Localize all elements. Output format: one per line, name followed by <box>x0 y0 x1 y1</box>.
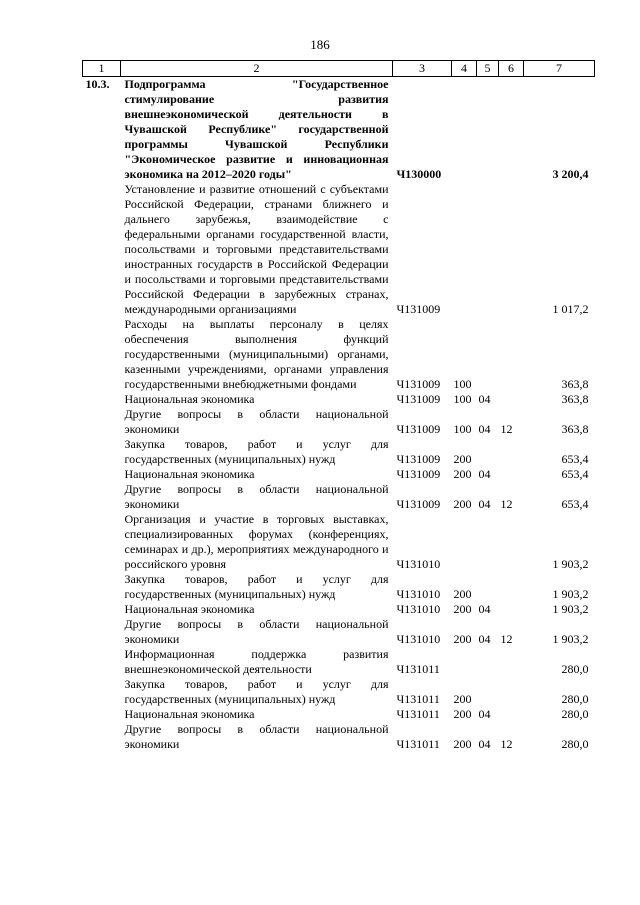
row-amount: 653,4 <box>561 452 589 466</box>
row-amount: 280,0 <box>561 707 589 721</box>
row-code: Ч131009 <box>396 422 441 436</box>
row-subsection <box>499 677 524 707</box>
row-amount: 280,0 <box>561 692 589 706</box>
page-number: 186 <box>310 37 330 52</box>
row-expense-type <box>452 647 477 677</box>
row-expense-type: 200 <box>453 497 472 511</box>
row-code: Ч131010 <box>396 587 441 601</box>
row-description: Национальная экономика <box>124 602 255 616</box>
table-body <box>83 77 595 753</box>
row-amount: 1 903,2 <box>552 602 589 616</box>
row-expense-type: 200 <box>453 692 472 706</box>
row-expense-type <box>452 77 477 183</box>
budget-table <box>82 60 595 752</box>
table-header <box>83 61 595 77</box>
row-code: Ч131009 <box>396 392 441 406</box>
row-description: Закупка товаров, работ и услуг для государственных (муниципальных) нужд <box>124 572 389 601</box>
row-description: Закупка товаров, работ и услуг для государственных (муниципальных) нужд <box>124 677 389 706</box>
table-row <box>83 722 595 752</box>
row-subsection: 12 <box>500 737 513 751</box>
row-number <box>83 602 121 617</box>
row-expense-type <box>452 512 477 572</box>
row-subsection <box>499 647 524 677</box>
row-section: 04 <box>478 392 491 406</box>
table-row <box>83 437 595 467</box>
row-amount: 363,8 <box>561 422 589 436</box>
row-expense-type: 200 <box>453 452 472 466</box>
row-code: Ч131009 <box>396 377 441 391</box>
table-row <box>83 392 595 407</box>
row-expense-type <box>452 182 477 317</box>
row-description: Другие вопросы в области национальной экономики <box>124 407 389 436</box>
header-cell: 2 <box>121 61 393 77</box>
header-cell: 7 <box>524 61 595 77</box>
row-amount: 280,0 <box>561 662 589 676</box>
table-row <box>83 467 595 482</box>
row-amount: 653,4 <box>561 467 589 481</box>
row-number <box>83 647 121 677</box>
header-cell: 3 <box>393 61 452 77</box>
row-code: Ч131011 <box>396 662 440 676</box>
row-expense-type: 100 <box>453 422 472 436</box>
row-number <box>83 437 121 467</box>
row-code: Ч131009 <box>396 497 441 511</box>
row-section: 04 <box>478 707 491 721</box>
header-cell: 4 <box>452 61 477 77</box>
row-subsection <box>499 437 524 467</box>
row-code: Ч131009 <box>396 302 441 316</box>
row-subsection <box>499 317 524 392</box>
row-section <box>477 572 499 602</box>
row-description: Информационная поддержка развития внешнеэкономической деятельности <box>124 647 389 676</box>
row-subsection <box>499 392 524 407</box>
row-code: Ч130000 <box>396 167 442 181</box>
row-number <box>83 707 121 722</box>
row-number <box>83 512 121 572</box>
row-number <box>83 317 121 392</box>
row-code: Ч131009 <box>396 452 441 466</box>
row-description: Национальная экономика <box>124 707 255 721</box>
row-subsection <box>499 182 524 317</box>
row-description: Закупка товаров, работ и услуг для государственных (муниципальных) нужд <box>124 437 389 466</box>
row-description: Другие вопросы в области национальной экономики <box>124 617 389 646</box>
row-section <box>477 317 499 392</box>
row-section <box>477 437 499 467</box>
row-description: Расходы на выплаты персоналу в целях обеспечения выполнения функций государственными (муниципальными) органами, казенными учреждениями, органами управления государственными внебюджетными фондами <box>124 317 389 391</box>
row-section <box>477 77 499 183</box>
row-expense-type: 200 <box>453 587 472 601</box>
row-amount: 3 200,4 <box>552 167 589 181</box>
table-row <box>83 482 595 512</box>
table-row <box>83 602 595 617</box>
row-number <box>83 407 121 437</box>
table-row <box>83 512 595 572</box>
table-row <box>83 677 595 707</box>
row-amount: 1 903,2 <box>552 587 589 601</box>
row-expense-type: 200 <box>453 467 472 481</box>
row-number: 10.3. <box>85 77 110 91</box>
header-cell: 6 <box>499 61 524 77</box>
row-description: Другие вопросы в области национальной экономики <box>124 482 389 511</box>
row-code: Ч131010 <box>396 602 441 616</box>
row-section <box>477 677 499 707</box>
row-amount: 363,8 <box>561 392 589 406</box>
table-row <box>83 317 595 392</box>
row-description: Другие вопросы в области национальной экономики <box>124 722 389 751</box>
row-code: Ч131011 <box>396 707 440 721</box>
row-section: 04 <box>478 602 491 616</box>
row-subsection <box>499 707 524 722</box>
row-subsection: 12 <box>500 422 513 436</box>
row-expense-type: 200 <box>453 737 472 751</box>
row-description: Подпрограмма "Государственное стимулирование развития внешнеэкономической деятельности в Чувашской Республике" государственной программы Чувашской Республики "Экономическое развитие и инновационная экономика на 2012–2020 годы" <box>124 77 389 181</box>
row-expense-type: 100 <box>453 377 472 391</box>
row-subsection <box>499 572 524 602</box>
row-subsection <box>499 602 524 617</box>
table-row <box>83 707 595 722</box>
row-description: Организация и участие в торговых выставках, специализированных форумах (конференциях, семинарах и др.), мероприятиях международного и российского уровня <box>124 512 389 571</box>
row-description: Национальная экономика <box>124 467 255 481</box>
row-section: 04 <box>478 422 491 436</box>
table-row <box>83 572 595 602</box>
row-subsection: 12 <box>500 632 513 646</box>
row-number <box>83 482 121 512</box>
table-row <box>83 647 595 677</box>
table-row <box>83 617 595 647</box>
row-section: 04 <box>478 467 491 481</box>
row-number <box>83 677 121 707</box>
row-section <box>477 512 499 572</box>
row-code: Ч131009 <box>396 467 441 481</box>
row-expense-type: 200 <box>453 602 472 616</box>
header-cell: 5 <box>477 61 499 77</box>
table-row <box>83 77 595 183</box>
row-description: Национальная экономика <box>124 392 255 406</box>
row-code: Ч131010 <box>396 557 441 571</box>
row-amount: 1 903,2 <box>552 557 589 571</box>
row-code: Ч131011 <box>396 692 440 706</box>
row-amount: 653,4 <box>561 497 589 511</box>
row-code: Ч131011 <box>396 737 440 751</box>
table-row <box>83 407 595 437</box>
row-subsection <box>499 512 524 572</box>
row-amount: 1 017,2 <box>552 302 589 316</box>
row-subsection: 12 <box>500 497 513 511</box>
row-number <box>83 467 121 482</box>
row-subsection <box>499 77 524 183</box>
row-expense-type: 200 <box>453 707 472 721</box>
row-subsection <box>499 467 524 482</box>
row-expense-type: 100 <box>453 392 472 406</box>
row-number <box>83 572 121 602</box>
row-section <box>477 647 499 677</box>
row-description: Установление и развитие отношений с субъектами Российской Федерации, странами ближнего и дальнего зарубежья, взаимодействие с федеральными органами государственной власти, посольствами и торговыми представительствами иностранных государств в Российской Федерации и посольствами и торговыми представительствами Российской Федерации в зарубежных странах, международными организациями <box>124 182 389 316</box>
header-cell: 1 <box>83 61 121 77</box>
table-row <box>83 182 595 317</box>
row-code: Ч131010 <box>396 632 441 646</box>
row-section: 04 <box>478 632 491 646</box>
row-section <box>477 182 499 317</box>
row-expense-type: 200 <box>453 632 472 646</box>
row-section: 04 <box>478 497 491 511</box>
row-section: 04 <box>478 737 491 751</box>
row-number <box>83 392 121 407</box>
row-amount: 363,8 <box>561 377 589 391</box>
row-number <box>83 182 121 317</box>
row-number <box>83 722 121 752</box>
row-amount: 1 903,2 <box>552 632 589 646</box>
row-number <box>83 617 121 647</box>
row-amount: 280,0 <box>561 737 589 751</box>
